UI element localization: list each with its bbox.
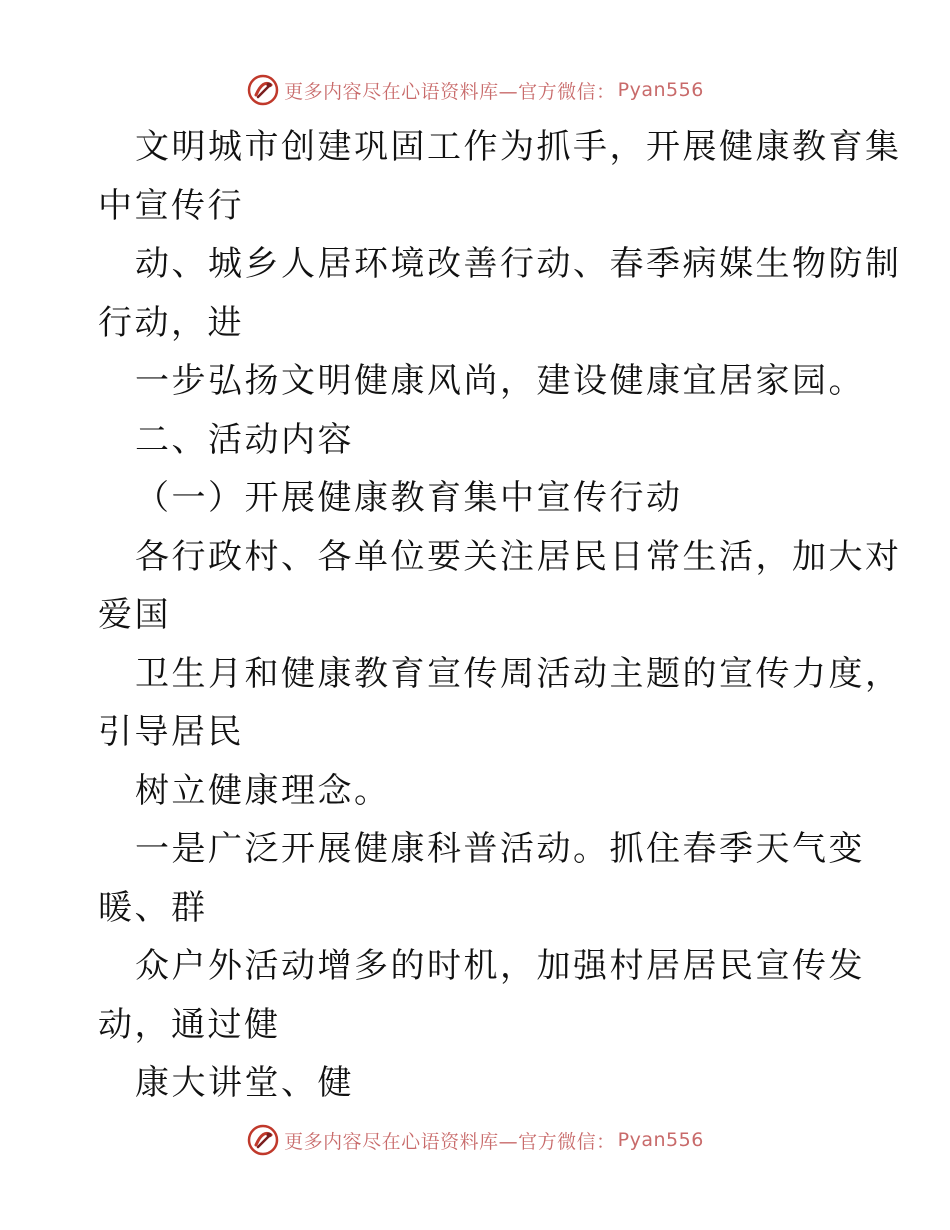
watermark-wechat-id: Pyan556 <box>617 79 704 101</box>
text-line: 动、城乡人居环境改善行动、春季病媒生物防制 <box>135 244 902 284</box>
text-line: 暖、群 <box>98 887 208 928</box>
text-line: 卫生月和健康教育宣传周活动主题的宣传力度， <box>135 653 902 694</box>
text-line: 众户外活动增多的时机，加强村居居民宣传发 <box>135 946 865 986</box>
watermark-wechat-id: Pyan556 <box>617 1129 704 1151</box>
text-line: 引导居民 <box>98 712 244 752</box>
text-line: 一步弘扬文明健康风尚，建设健康宜居家园。 <box>135 361 865 401</box>
footer-watermark <box>0 1120 950 1160</box>
text-line: 动，通过健 <box>98 1004 281 1045</box>
watermark-text: 更多内容尽在心语资料库—官方微信： <box>284 80 616 103</box>
text-line: 二、活动内容 <box>135 419 354 460</box>
text-line: 树立健康理念。 <box>135 770 391 811</box>
logo-icon <box>246 1123 280 1157</box>
logo-icon <box>246 73 280 107</box>
text-line: 中宣传行 <box>98 185 244 226</box>
header-watermark <box>0 70 950 110</box>
text-line: 各行政村、各单位要关注居民日常生活，加大对 <box>135 536 902 577</box>
text-line: 爱国 <box>98 595 171 635</box>
watermark-text: 更多内容尽在心语资料库—官方微信： <box>284 1130 616 1153</box>
text-line: （一）开展健康教育集中宣传行动 <box>135 478 683 518</box>
text-line: 一是广泛开展健康科普活动。抓住春季天气变 <box>135 829 865 869</box>
text-line: 文明城市创建巩固工作为抓手，开展健康教育集 <box>135 127 902 167</box>
text-line: 康大讲堂、健 <box>135 1063 354 1103</box>
text-line: 行动，进 <box>98 302 244 343</box>
document-body <box>98 118 902 1113</box>
